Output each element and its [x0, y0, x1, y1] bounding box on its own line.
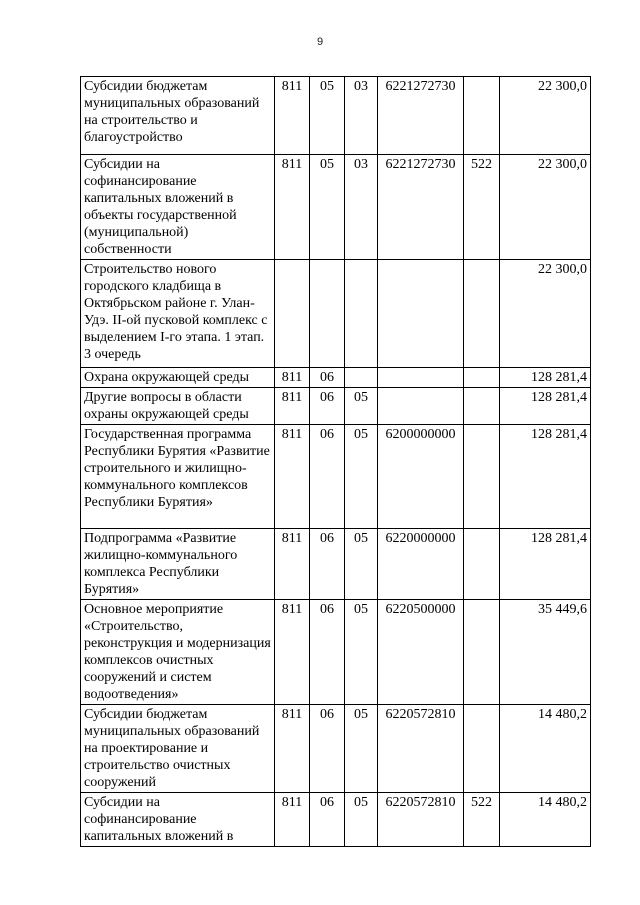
row-name: Субсидии бюджетам муниципальных образований на строительство и благоустройство	[81, 77, 275, 155]
row-name: Подпрограмма «Развитие жилищно-коммунального комплекса Республики Бурятия»	[81, 529, 275, 600]
row-rz: 06	[310, 705, 345, 793]
table-row	[81, 600, 591, 705]
row-name: Основное мероприятие «Строительство, реконструкция и модернизация комплексов очистных сооружений и систем водоотведения»	[81, 600, 275, 705]
row-grbs	[275, 260, 310, 368]
table-row	[81, 260, 591, 368]
row-vr: 522	[464, 155, 500, 260]
row-sum: 22 300,0	[500, 77, 591, 155]
table-row	[81, 388, 591, 425]
row-sum: 22 300,0	[500, 260, 591, 368]
row-csr: 6221272730	[378, 77, 464, 155]
row-vr	[464, 388, 500, 425]
row-pr: 05	[345, 529, 378, 600]
row-csr	[378, 260, 464, 368]
row-pr: 05	[345, 705, 378, 793]
row-csr: 6220500000	[378, 600, 464, 705]
row-grbs: 811	[275, 388, 310, 425]
row-csr: 6220000000	[378, 529, 464, 600]
row-rz: 06	[310, 529, 345, 600]
table-row	[81, 529, 591, 600]
row-pr: 05	[345, 425, 378, 529]
row-rz: 06	[310, 600, 345, 705]
row-name: Охрана окружающей среды	[81, 368, 275, 388]
row-rz: 06	[310, 425, 345, 529]
table-row	[81, 793, 591, 847]
row-grbs: 811	[275, 368, 310, 388]
row-grbs: 811	[275, 77, 310, 155]
table-row	[81, 77, 591, 155]
page-number: 9	[316, 36, 324, 48]
row-vr	[464, 77, 500, 155]
row-rz: 06	[310, 793, 345, 847]
row-csr: 6221272730	[378, 155, 464, 260]
row-csr: 6200000000	[378, 425, 464, 529]
row-csr	[378, 368, 464, 388]
row-sum: 128 281,4	[500, 529, 591, 600]
row-vr	[464, 529, 500, 600]
row-name: Субсидии бюджетам муниципальных образований на проектирование и строительство очистных сооружений	[81, 705, 275, 793]
row-name: Субсидии на софинансирование капитальных вложений в	[81, 793, 275, 847]
row-pr: 05	[345, 793, 378, 847]
row-name: Строительство нового городского кладбища в Октябрьском районе г. Улан-Удэ. II-ой пусковой комплекс с выделением I-го этапа. 1 этап. 3 очередь	[81, 260, 275, 368]
row-vr	[464, 368, 500, 388]
row-pr: 03	[345, 155, 378, 260]
row-grbs: 811	[275, 155, 310, 260]
row-vr: 522	[464, 793, 500, 847]
row-pr: 05	[345, 600, 378, 705]
row-rz	[310, 260, 345, 368]
row-csr: 6220572810	[378, 705, 464, 793]
row-sum: 14 480,2	[500, 705, 591, 793]
row-vr	[464, 600, 500, 705]
row-rz: 06	[310, 368, 345, 388]
row-sum: 35 449,6	[500, 600, 591, 705]
row-sum: 14 480,2	[500, 793, 591, 847]
row-grbs: 811	[275, 600, 310, 705]
row-name: Субсидии на софинансирование капитальных вложений в объекты государственной (муниципальной) собственности	[81, 155, 275, 260]
row-grbs: 811	[275, 529, 310, 600]
row-sum: 128 281,4	[500, 388, 591, 425]
row-rz: 06	[310, 388, 345, 425]
row-vr	[464, 260, 500, 368]
row-pr	[345, 260, 378, 368]
row-pr: 05	[345, 388, 378, 425]
row-rz: 05	[310, 155, 345, 260]
row-pr	[345, 368, 378, 388]
budget-table	[80, 76, 591, 847]
row-vr	[464, 425, 500, 529]
row-sum: 128 281,4	[500, 368, 591, 388]
row-grbs: 811	[275, 793, 310, 847]
table-row	[81, 368, 591, 388]
row-csr	[378, 388, 464, 425]
row-name: Государственная программа Республики Бурятия «Развитие строительного и жилищно-коммунального комплексов Республики Бурятия»	[81, 425, 275, 529]
row-grbs: 811	[275, 705, 310, 793]
table-row	[81, 155, 591, 260]
row-grbs: 811	[275, 425, 310, 529]
row-pr: 03	[345, 77, 378, 155]
row-rz: 05	[310, 77, 345, 155]
budget-table-body	[81, 77, 591, 847]
table-row	[81, 705, 591, 793]
row-name: Другие вопросы в области охраны окружающей среды	[81, 388, 275, 425]
table-row	[81, 425, 591, 529]
row-sum: 22 300,0	[500, 155, 591, 260]
row-csr: 6220572810	[378, 793, 464, 847]
row-vr	[464, 705, 500, 793]
row-sum: 128 281,4	[500, 425, 591, 529]
